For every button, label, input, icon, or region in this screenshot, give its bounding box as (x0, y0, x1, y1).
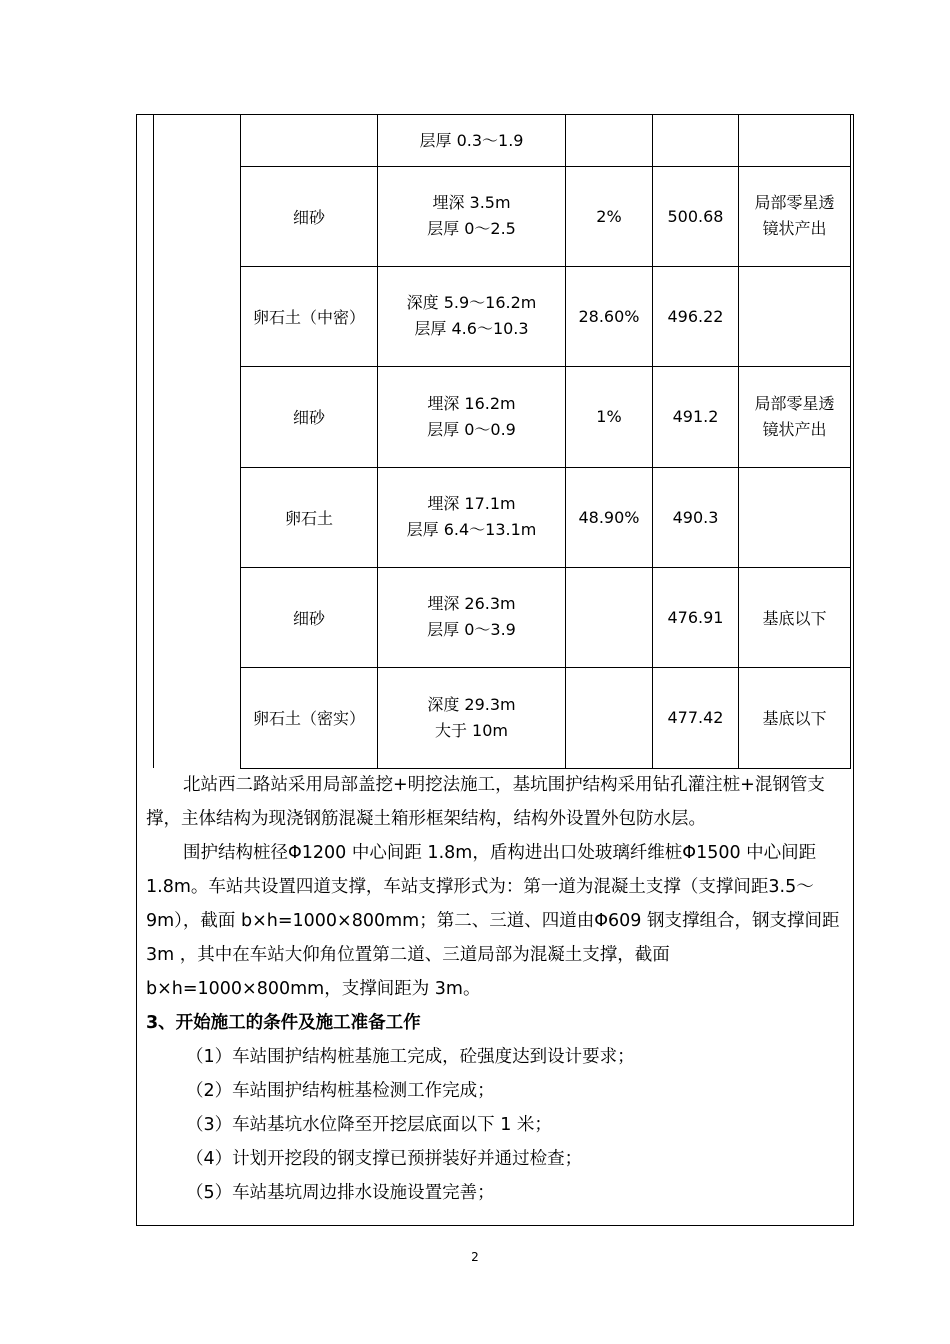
soil-name (241, 114, 378, 166)
depth-cell (378, 567, 566, 667)
note-cell (739, 114, 851, 166)
note-cell (739, 266, 851, 366)
list-item: （1）车站围护结构桩基施工完成，砼强度达到设计要求； (186, 1047, 635, 1067)
depth-cell (378, 114, 566, 166)
note-cell (739, 366, 851, 467)
percent-cell: 28.60% (566, 266, 653, 366)
table-row (241, 114, 851, 166)
depth-cell (378, 166, 566, 266)
section-heading: 3、开始施工的条件及施工准备工作 (146, 1013, 421, 1033)
depth-line: 深度 29.3m (427, 694, 516, 714)
note-cell: 基底以下 (739, 667, 851, 768)
note-line: 局部零星透 (754, 193, 835, 212)
list-item: （4）计划开挖段的钢支撑已预拼装好并通过检查； (186, 1149, 583, 1169)
percent-cell (566, 114, 653, 166)
list-item: （2）车站围护结构桩基检测工作完成； (186, 1081, 495, 1101)
elevation-cell: 477.42 (653, 667, 739, 768)
percent-cell: 48.90% (566, 467, 653, 567)
soil-name: 卵石土 (241, 467, 378, 567)
soil-name: 卵石土（中密） (241, 266, 378, 366)
thickness-line: 层厚 6.4～13.1m (406, 520, 537, 539)
elevation-cell: 500.68 (653, 166, 739, 266)
table-row (241, 366, 851, 467)
percent-cell: 2% (566, 166, 653, 266)
elevation-cell (653, 114, 739, 166)
percent-cell (566, 667, 653, 768)
table-row (241, 567, 851, 667)
depth-line: 埋深 17.1m (427, 494, 516, 513)
depth-cell (378, 266, 566, 366)
depth-line: 深度 5.9～16.2m (406, 293, 537, 312)
elevation-cell: 496.22 (653, 266, 739, 366)
table-row (241, 266, 851, 366)
note-cell: 基底以下 (739, 567, 851, 667)
percent-cell (566, 567, 653, 667)
percent-cell: 1% (566, 366, 653, 467)
table-row (241, 166, 851, 266)
note-line: 镜状产出 (762, 219, 827, 238)
depth-line: 埋深 26.3m (427, 594, 516, 613)
body-text (146, 768, 848, 1210)
elevation-cell: 476.91 (653, 567, 739, 667)
soil-name: 细砂 (241, 567, 378, 667)
thickness-line: 层厚 0～0.9 (427, 419, 516, 439)
elevation-cell: 490.3 (653, 467, 739, 567)
depth-line: 埋深 16.2m (427, 393, 516, 413)
note-cell (739, 166, 851, 266)
page-number: 2 (471, 1250, 479, 1264)
soil-name: 细砂 (241, 166, 378, 266)
paragraph: 围护结构桩径Φ1200 中心间距 1.8m，盾构进出口处玻璃纤维桩Φ1500 中心间距 1.8m。车站共设置四道支撑，车站支撑形式为：第一道为混凝土支撑（支撑间距3.5～9m），截面 b×h=1000×800mm；第二、三道、四道由Φ609 钢支撑组合，钢支撑间距 3m ，其中在车站大仰角位置第二道、三道局部为混凝土支撑，截面 b×h=1000×800mm，支撑间距为 3m。 (146, 843, 840, 999)
soil-name: 细砂 (241, 366, 378, 467)
depth-cell (378, 467, 566, 567)
paragraph: 北站西二路站采用局部盖挖+明挖法施工，基坑围护结构采用钻孔灌注桩+混钢管支撑，主体结构为现浇钢筋混凝土箱形框架结构，结构外设置外包防水层。 (146, 775, 825, 829)
thickness-line: 层厚 0～2.5 (427, 219, 516, 238)
thickness-line: 层厚 0～3.9 (427, 620, 516, 639)
note-line: 局部零星透 (754, 393, 835, 413)
note-line: 镜状产出 (762, 419, 827, 439)
note-cell (739, 467, 851, 567)
depth-line: 层厚 0.3～1.9 (419, 131, 524, 151)
soil-layer-table (240, 114, 851, 769)
table-row (241, 467, 851, 567)
thickness-line: 大于 10m (434, 720, 509, 740)
table-row (241, 667, 851, 768)
thickness-line: 层厚 4.6～10.3 (414, 319, 529, 338)
soil-name: 卵石土（密实） (241, 667, 378, 768)
depth-cell (378, 366, 566, 467)
list-item: （3）车站基坑水位降至开挖层底面以下 1 米； (186, 1115, 552, 1135)
list-item: （5）车站基坑周边排水设施设置完善； (186, 1183, 495, 1203)
depth-line: 埋深 3.5m (432, 193, 511, 212)
depth-cell (378, 667, 566, 768)
table-inner-border (153, 114, 154, 768)
elevation-cell: 491.2 (653, 366, 739, 467)
